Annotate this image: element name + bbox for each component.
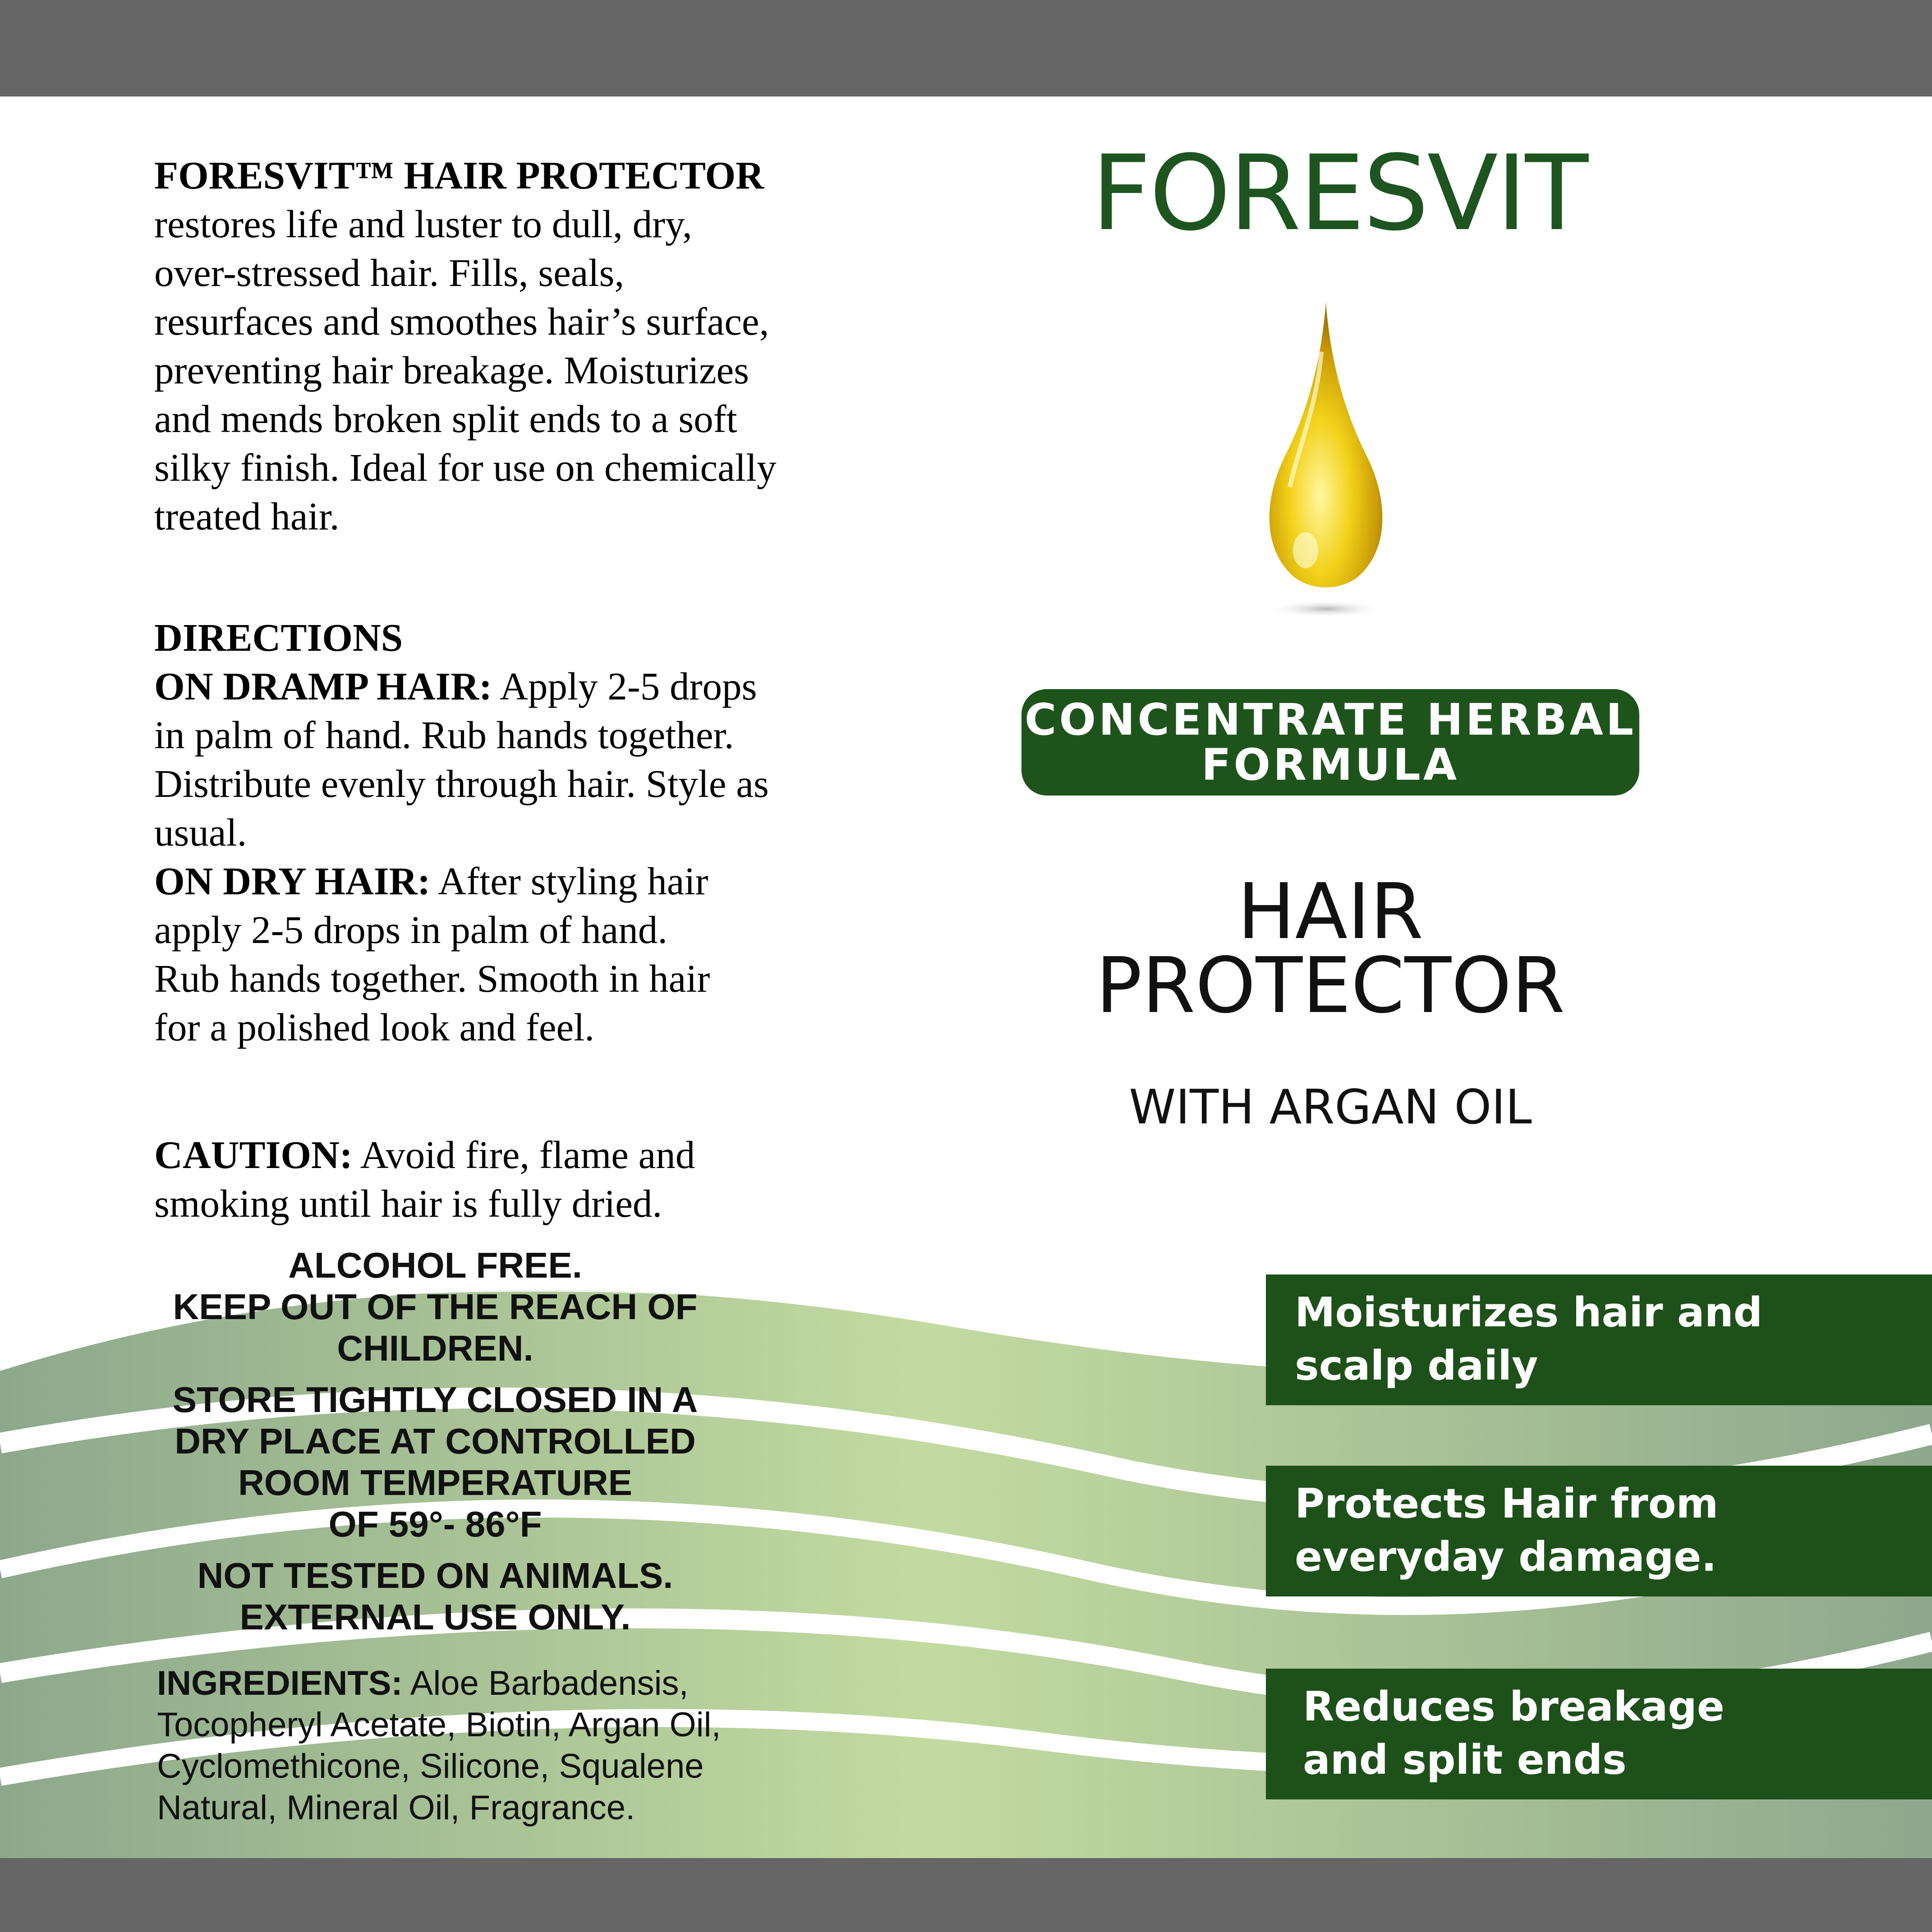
dry-hair-text: After styling hair apply 2-5 drops in palm of hand. Rub hands together. Smooth in hair for a polished look and feel.	[154, 859, 710, 1049]
intro-section	[154, 151, 786, 541]
oil-drop-icon	[1254, 298, 1398, 622]
benefit-2-line-2: everyday damage.	[1295, 1533, 1717, 1581]
temperature-notice: OF 59°- 86°F	[328, 1504, 542, 1544]
benefit-2-line-1: Protects Hair from	[1295, 1480, 1719, 1527]
caution-label: CAUTION:	[154, 1133, 353, 1177]
ingredients-label: INGREDIENTS:	[157, 1664, 403, 1702]
benefit-3-line-2: and split ends	[1303, 1736, 1627, 1784]
product-subtitle: WITH ARGAN OIL	[1129, 1080, 1532, 1135]
damp-hair-text: Apply 2-5 drops in palm of hand. Rub hands together. Distribute evenly through hair. Style as usual.	[154, 664, 769, 854]
intro-title: FORESVIT™ HAIR PROTECTOR	[154, 153, 764, 197]
damp-hair-directions	[154, 662, 777, 857]
benefit-1-line-1: Moisturizes hair and	[1295, 1289, 1763, 1336]
ingredients-section	[157, 1663, 788, 1829]
product-name-line-2: PROTECTOR	[1095, 941, 1565, 1030]
herbal-formula-badge	[1021, 689, 1639, 796]
benefit-panel-reduces	[1266, 1669, 1932, 1799]
dry-hair-directions	[154, 857, 741, 1052]
dry-hair-label: ON DRY HAIR:	[154, 859, 431, 903]
caution-text-block	[154, 1131, 741, 1228]
intro-body: restores life and luster to dull, dry, over-stressed hair. Fills, seals, resurfaces and smoothes hair’s surface, preventing hair breakage. Moisturizes and mends broken split ends to a soft silky finish. Ideal for use on chemically treated hair.	[154, 202, 777, 538]
brand-logo-text: FORESVIT	[1091, 133, 1587, 254]
benefit-1-line-2: scalp daily	[1295, 1342, 1538, 1389]
ingredients-text: Aloe Barbadensis, Tocopheryl Acetate, Biotin, Argan Oil, Cyclomethicone, Silicone, Squalene Natural, Mineral Oil, Fragrance.	[157, 1664, 721, 1827]
storage-notice: STORE TIGHTLY CLOSED IN A DRY PLACE AT CONTROLLED ROOM TEMPERATURE	[172, 1380, 698, 1503]
benefit-panel-protects	[1266, 1466, 1932, 1596]
caution-section	[154, 1131, 786, 1228]
alcohol-free-notice: ALCOHOL FREE.	[288, 1245, 582, 1285]
external-use-notice: EXTERNAL USE ONLY.	[239, 1597, 631, 1637]
benefit-panel-moisturizes	[1266, 1274, 1932, 1405]
directions-section	[154, 613, 786, 1052]
bottom-frame-bar	[0, 1858, 1932, 1932]
product-name-line-1: HAIR	[1237, 867, 1424, 957]
animal-testing-notice: NOT TESTED ON ANIMALS.	[197, 1555, 673, 1596]
badge-line-1: CONCENTRATE HERBAL	[1025, 695, 1636, 745]
badge-line-2: FORMULA	[1201, 740, 1460, 790]
benefit-3-line-1: Reduces breakage	[1303, 1683, 1725, 1730]
children-notice: KEEP OUT OF THE REACH OF CHILDREN.	[173, 1287, 698, 1368]
directions-heading: DIRECTIONS	[154, 616, 403, 659]
caution-text: Avoid fire, flame and smoking until hair is fully dried.	[154, 1133, 695, 1225]
notices-section	[149, 1245, 722, 1638]
top-frame-bar	[0, 0, 1932, 97]
product-name	[992, 867, 1669, 1030]
damp-hair-label: ON DRAMP HAIR:	[154, 664, 492, 708]
